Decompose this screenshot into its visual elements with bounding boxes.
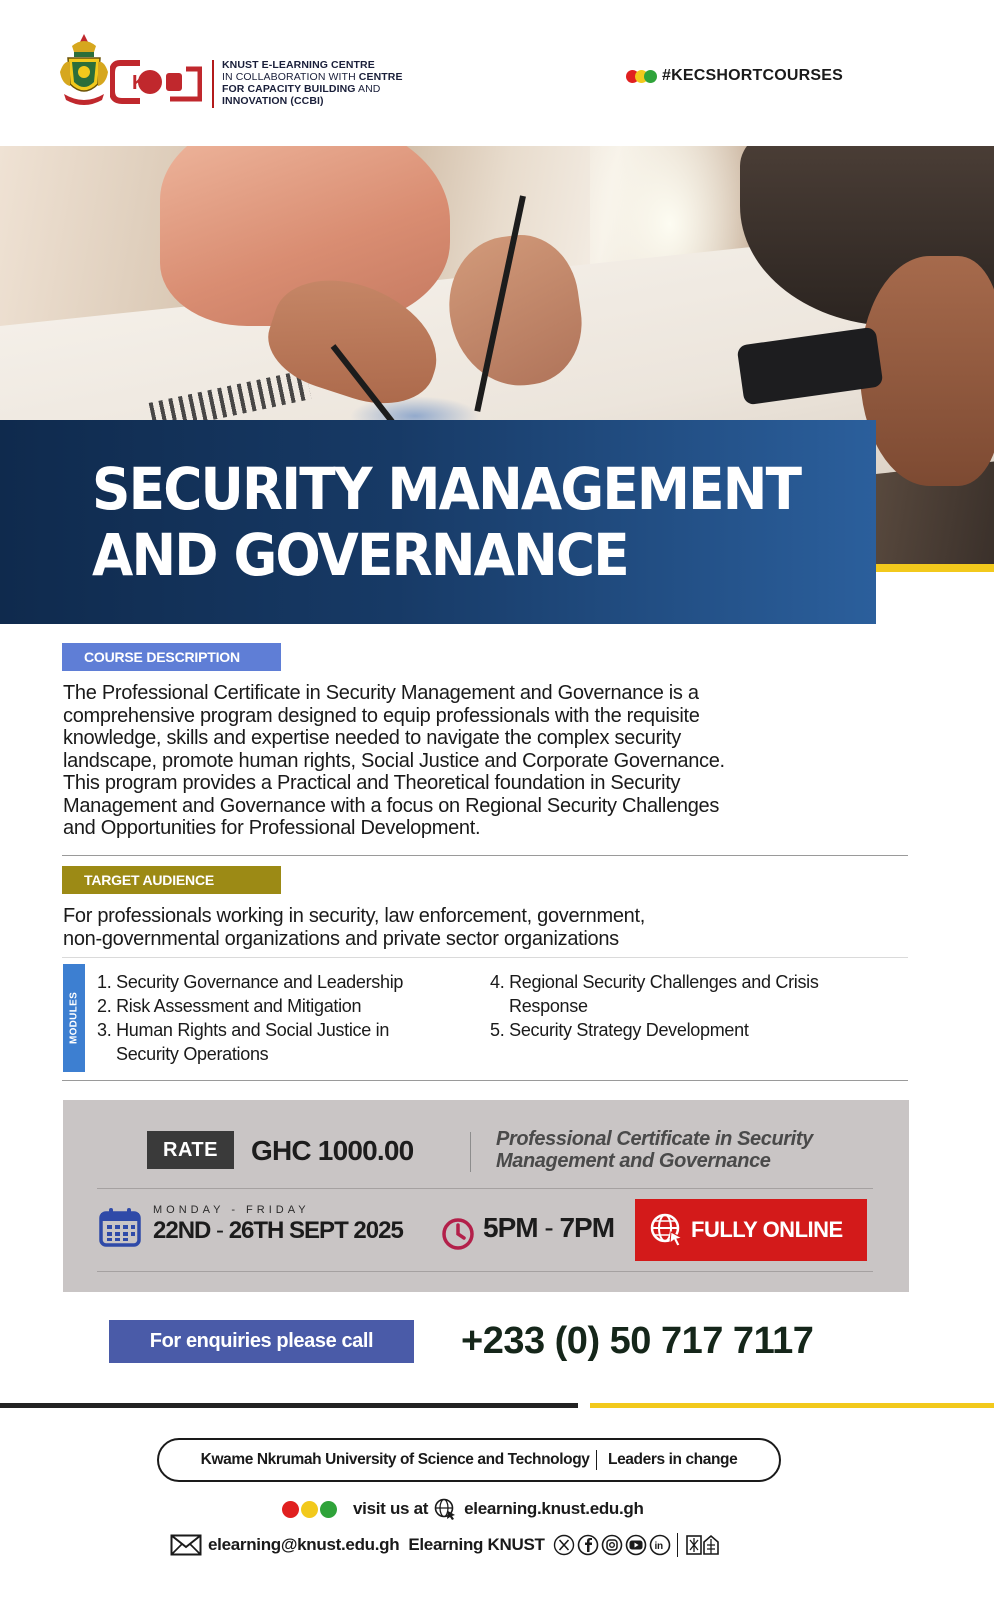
list-item: 4. Regional Security Challenges and Crisis [490,972,819,992]
hashtag: #KECSHORTCOURSES [662,67,844,84]
list-item: Security Operations [116,1044,269,1064]
course-time: 5PM - 7PM [483,1212,615,1243]
modules-label: MODULES [63,964,85,1072]
logo-divider [212,60,214,108]
list-item: 5. Security Strategy Development [490,1020,749,1040]
facebook-icon[interactable] [577,1534,599,1556]
youtube-icon[interactable] [625,1534,647,1556]
fully-online-badge: FULLY ONLINE [635,1199,867,1261]
green-dot [320,1501,337,1518]
university-pill [157,1438,781,1482]
mail-icon [170,1534,202,1556]
svg-text:K: K [132,72,147,94]
target-audience-text: For professionals working in security, law enforcement, government, non-governmental organizations and private sector organizations [63,905,646,950]
target-audience-label: TARGET AUDIENCE [62,866,281,894]
rate-value: GHC 1000.00 [251,1135,414,1166]
globe-cursor-icon [649,1212,685,1248]
divider [97,1271,873,1272]
website-link[interactable]: elearning.knust.edu.gh [464,1499,644,1518]
days-label: MONDAY - FRIDAY [153,1204,310,1216]
rate-label: RATE [147,1131,234,1169]
calendar-icon [99,1207,141,1247]
list-item: 3. Human Rights and Social Justice in [97,1020,390,1040]
university-name: Kwame Nkrumah University of Science and Technology [200,1451,590,1468]
university-motto: Leaders in change [608,1451,738,1468]
divider [62,855,908,856]
divider [62,957,908,958]
yellow-dot [301,1501,318,1518]
email-link[interactable]: elearning@knust.edu.gh [208,1535,400,1554]
list-item: 2. Risk Assessment and Mitigation [97,996,362,1016]
hashtag-block [626,66,843,86]
divider [62,1080,908,1081]
instagram-icon[interactable] [601,1534,623,1556]
green-dot [644,70,657,83]
course-description-text: The Professional Certificate in Security Management and Governance is a comprehensive program designed to equip professionals with the requisite knowledge, skills and expertise needed to navigate the complex security landscape, promote human rights, Social Justice and Corporate Governance. This program provides a Practical and Theoretical foundation in Security Management and Governance with a focus on Regional Security Challenges and Opportunities for Professional Development. [63,682,725,839]
linkedin-icon[interactable] [649,1534,671,1556]
page-title: SECURITY MANAGEMENT AND GOVERNANCE [92,455,801,589]
globe-icon [434,1498,456,1520]
divider [596,1450,598,1470]
list-item: Response [509,996,588,1016]
visit-row [282,1496,644,1522]
certificate-name: Professional Certificate in Security Management and Governance [496,1128,813,1172]
partner-logos-icon [686,1534,720,1556]
course-description-label: COURSE DESCRIPTION [62,643,281,671]
knust-crest-icon [58,32,110,108]
visit-label: visit us at [353,1499,429,1518]
footer-bar-gold [590,1403,994,1408]
contact-row [170,1530,720,1560]
org-collaboration-text: KNUST E-LEARNING CENTRE IN COLLABORATION WITH CENTRE FOR CAPACITY BUILDING AND INNOVATION (CCBI) [222,59,403,107]
course-dates: 22ND - 26TH SEPT 2025 [153,1217,403,1244]
divider [470,1132,471,1172]
phone-number[interactable]: +233 (0) 50 717 7117 [461,1320,814,1362]
divider [677,1533,679,1557]
header [0,0,994,146]
footer-bar-dark [0,1403,578,1408]
flag-dots-icon [282,1501,339,1518]
social-handle: Elearning KNUST [408,1535,545,1554]
list-item: 1. Security Governance and Leadership [97,972,404,992]
svg-text:in: in [654,1541,663,1552]
keg-logo-icon [110,59,202,105]
red-dot [282,1501,299,1518]
flag-dots-icon [626,70,653,83]
modules-list-left [97,970,403,1066]
modules-list-right [490,970,819,1042]
gold-accent-strip [876,564,994,572]
enquiries-label: For enquiries please call [109,1320,414,1363]
x-twitter-icon[interactable] [553,1534,575,1556]
divider [97,1188,873,1189]
clock-icon [441,1217,475,1251]
